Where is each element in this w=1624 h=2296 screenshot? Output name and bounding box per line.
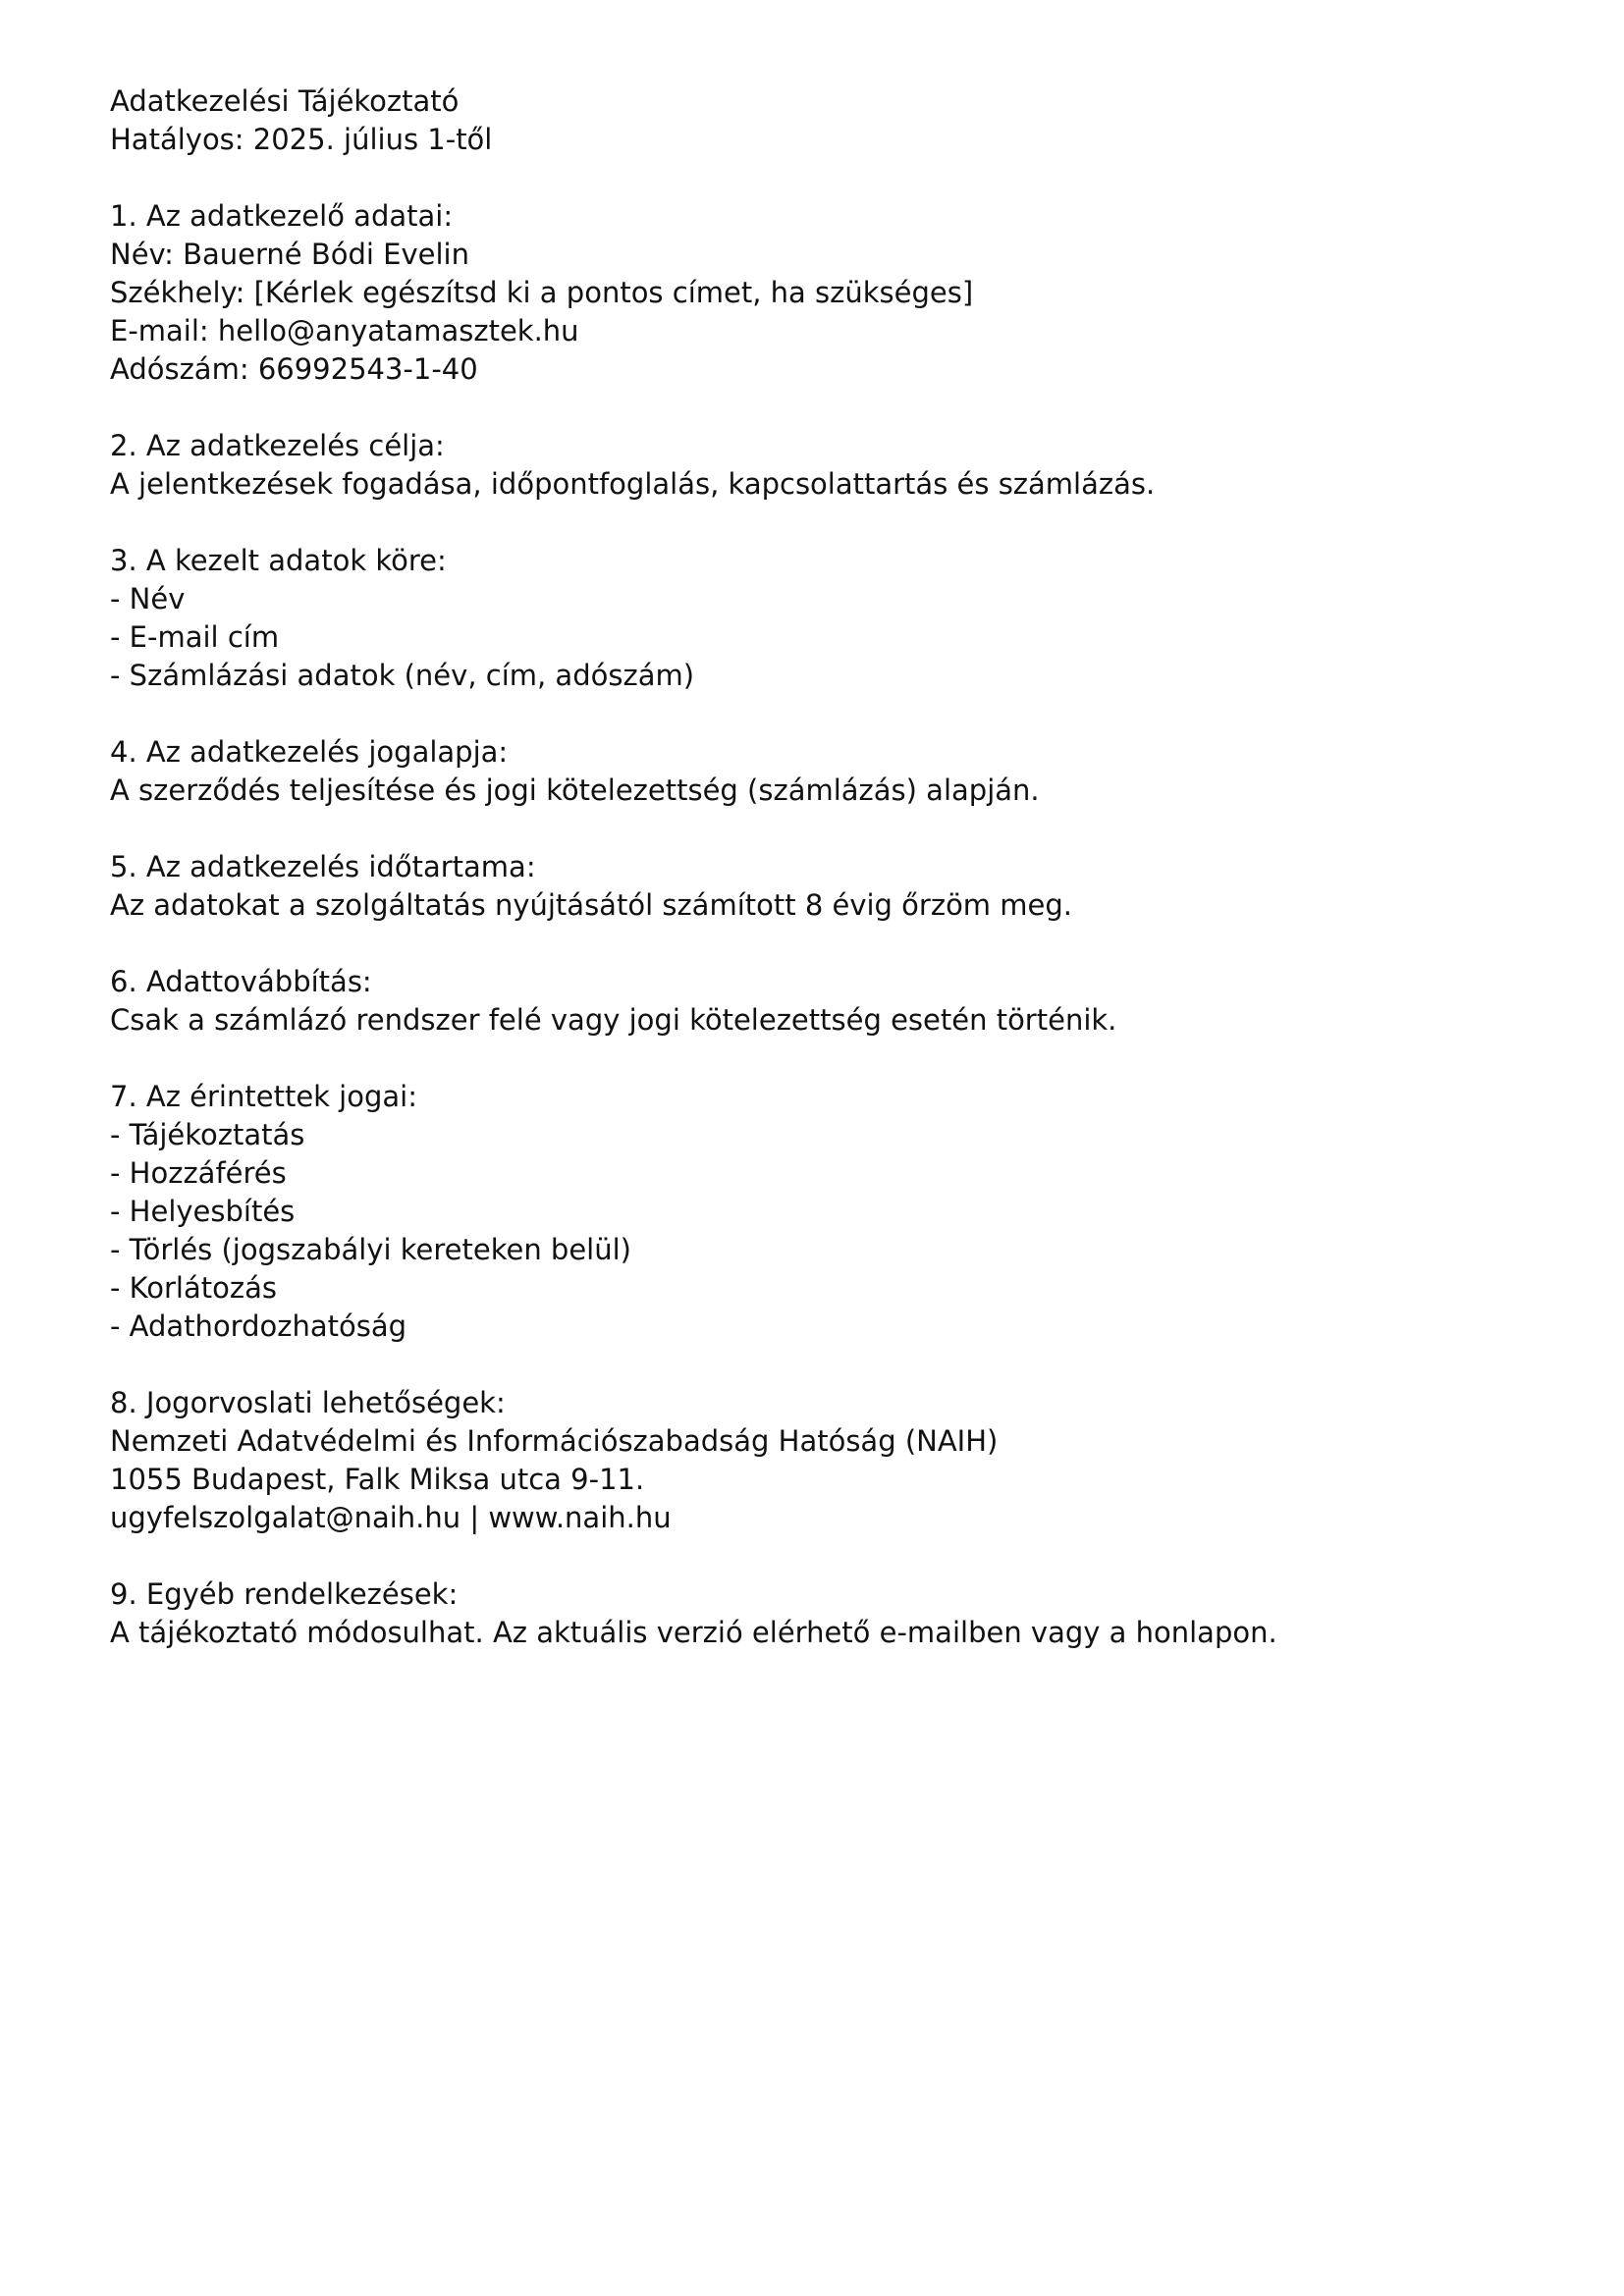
section-gap — [110, 504, 1514, 542]
section-line: A jelentkezések fogadása, időpontfoglalás, kapcsolattartás és számlázás. — [110, 467, 1156, 501]
effective-date: Hatályos: 2025. július 1-től — [110, 123, 493, 156]
document-page — [110, 82, 1514, 1652]
list-item: - Törlés (jogszabályi kereteken belül) — [110, 1233, 631, 1266]
section-gap — [110, 695, 1514, 733]
section-heading: 8. Jogorvoslati lehetőségek: — [110, 1386, 506, 1419]
section-gap — [110, 1537, 1514, 1575]
section-line: Adószám: 66992543-1-40 — [110, 352, 478, 386]
section-line: Nemzeti Adatvédelmi és Információszabadság Hatóság (NAIH) — [110, 1424, 999, 1458]
section-line: A szerződés teljesítése és jogi kötelezettség (számlázás) alapján. — [110, 774, 1040, 807]
list-item: - Hozzáférés — [110, 1156, 287, 1190]
section-line: Székhely: [Kérlek egészítsd ki a pontos címet, ha szükséges] — [110, 276, 974, 309]
list-item: - Korlátozás — [110, 1271, 277, 1305]
list-item: - E-mail cím — [110, 620, 280, 654]
list-item: - Adathordozhatóság — [110, 1309, 407, 1343]
section-gap — [110, 810, 1514, 848]
section-gap — [110, 925, 1514, 963]
section-gap — [110, 1040, 1514, 1078]
section-line: Csak a számlázó rendszer felé vagy jogi kötelezettség esetén történik. — [110, 1003, 1117, 1037]
section-heading: 9. Egyéb rendelkezések: — [110, 1577, 459, 1611]
section-heading: 4. Az adatkezelés jogalapja: — [110, 735, 509, 769]
list-item: - Név — [110, 582, 186, 615]
section-line: Az adatokat a szolgáltatás nyújtásától számított 8 évig őrzöm meg. — [110, 888, 1072, 922]
section-heading: 7. Az érintettek jogai: — [110, 1080, 417, 1113]
document-title: Adatkezelési Tájékoztató — [110, 84, 460, 118]
section-heading: 3. A kezelt adatok köre: — [110, 544, 447, 577]
section-heading: 2. Az adatkezelés célja: — [110, 429, 445, 462]
section-gap — [110, 159, 1514, 197]
section-line: ugyfelszolgalat@naih.hu | www.naih.hu — [110, 1501, 672, 1534]
section-heading: 6. Adattovábbítás: — [110, 965, 372, 998]
section-gap — [110, 1346, 1514, 1384]
list-item: - Tájékoztatás — [110, 1118, 305, 1151]
list-item: - Helyesbítés — [110, 1195, 296, 1228]
list-item: - Számlázási adatok (név, cím, adószám) — [110, 659, 695, 692]
section-line: 1055 Budapest, Falk Miksa utca 9-11. — [110, 1463, 645, 1496]
section-line: A tájékoztató módosulhat. Az aktuális verzió elérhető e-mailben vagy a honlapon. — [110, 1616, 1277, 1649]
section-heading: 5. Az adatkezelés időtartama: — [110, 850, 536, 883]
section-heading: 1. Az adatkezelő adatai: — [110, 199, 454, 233]
section-gap — [110, 389, 1514, 427]
section-line: Név: Bauerné Bódi Evelin — [110, 238, 469, 271]
section-line: E-mail: hello@anyatamasztek.hu — [110, 314, 579, 347]
